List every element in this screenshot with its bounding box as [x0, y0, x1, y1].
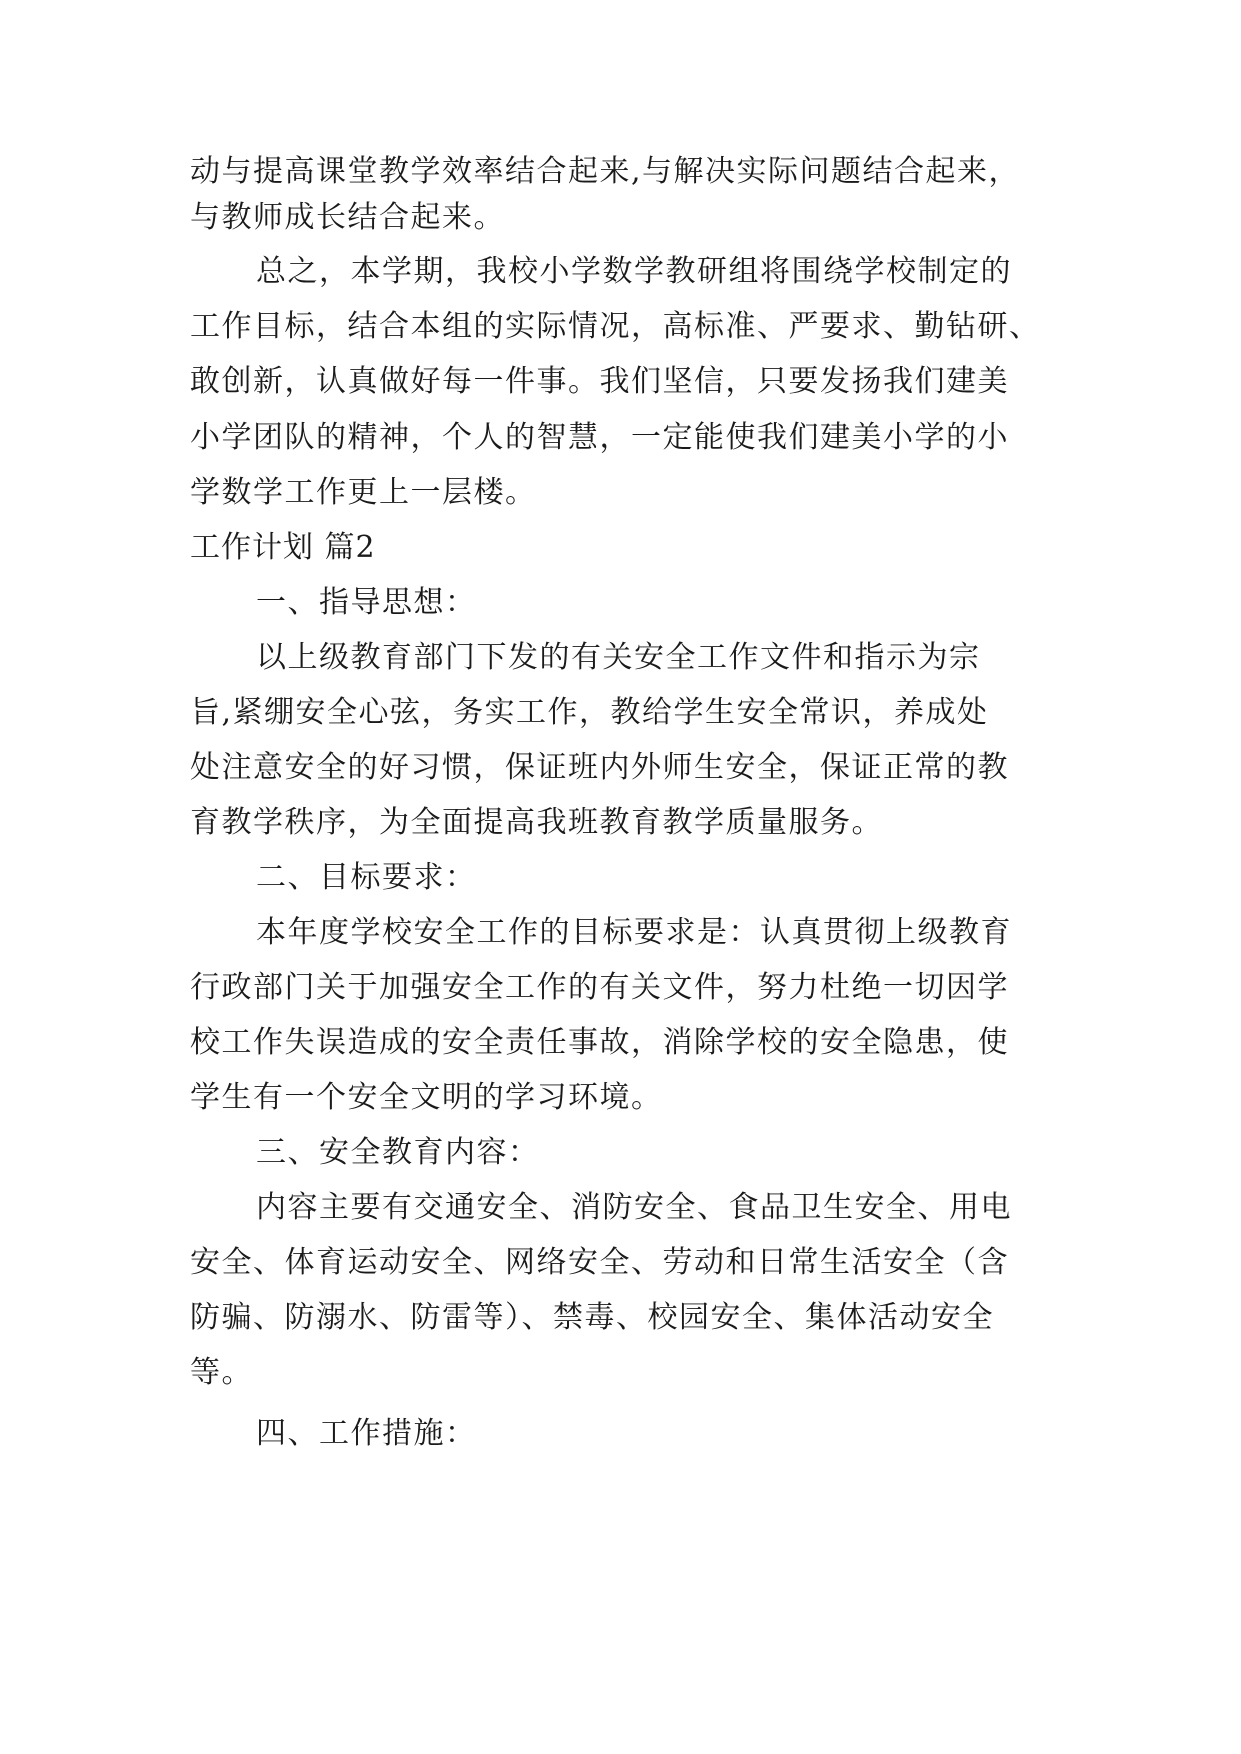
section-heading: 三、安全教育内容： [256, 1135, 540, 1170]
section-heading: 四、工作措施： [256, 1416, 477, 1451]
paragraph-line: 总之，本学期，我校小学数学教研组将围绕学校制定的 [256, 254, 1012, 289]
paragraph-line: 处注意安全的好习惯，保证班内外师生安全，保证正常的教 [190, 750, 1009, 785]
paragraph-line: 安全、体育运动安全、网络安全、劳动和日常生活安全（含 [190, 1245, 1009, 1280]
paragraph-line: 旨,紧绷安全心弦，务实工作，教给学生安全常识，养成处 [190, 695, 989, 730]
section-heading: 二、目标要求： [256, 860, 477, 895]
paragraph-line: 内容主要有交通安全、消防安全、食品卫生安全、用电 [256, 1190, 1012, 1225]
section-heading: 一、指导思想： [256, 585, 477, 620]
paragraph-line: 本年度学校安全工作的目标要求是：认真贯彻上级教育 [256, 915, 1012, 950]
paragraph-line: 与教师成长结合起来。 [190, 200, 505, 235]
paragraph-line: 育教学秩序，为全面提高我班教育教学质量服务。 [190, 805, 883, 840]
paragraph-line: 等。 [190, 1355, 253, 1390]
paragraph-line: 以上级教育部门下发的有关安全工作文件和指示为宗 [256, 640, 981, 675]
paragraph-line: 动与提高课堂教学效率结合起来,与解决实际问题结合起来， [190, 154, 1021, 189]
paragraph-line: 小学团队的精神，个人的智慧，一定能使我们建美小学的小 [190, 420, 1009, 455]
paragraph-line: 学生有一个安全文明的学习环境。 [190, 1080, 663, 1115]
paragraph-line: 防骗、防溺水、防雷等）、禁毒、校园安全、集体活动安全 [190, 1300, 994, 1335]
paragraph-line: 学数学工作更上一层楼。 [190, 475, 537, 510]
paragraph-line: 行政部门关于加强安全工作的有关文件，努力杜绝一切因学 [190, 970, 1009, 1005]
paragraph-line: 工作目标，结合本组的实际情况，高标准、严要求、勤钻研、 [190, 309, 1041, 344]
section-title: 工作计划 篇2 [190, 530, 376, 565]
paragraph-line: 校工作失误造成的安全责任事故，消除学校的安全隐患，使 [190, 1025, 1009, 1060]
paragraph-line: 敢创新，认真做好每一件事。我们坚信，只要发扬我们建美 [190, 364, 1009, 399]
